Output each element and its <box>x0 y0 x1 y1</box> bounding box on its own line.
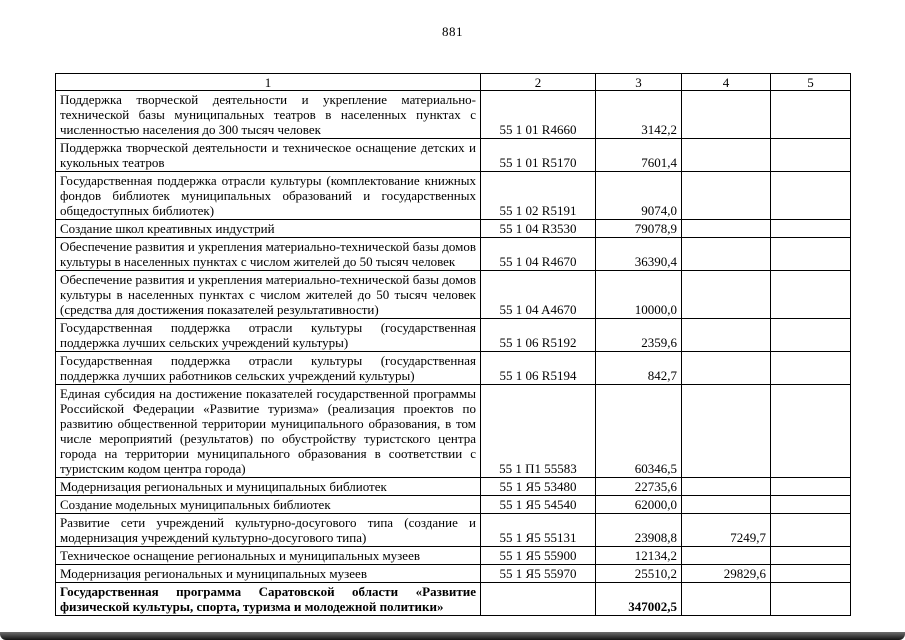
table-row <box>56 319 851 352</box>
cell-amount-4: 29829,6 <box>682 565 771 583</box>
cell-description: Поддержка творческой деятельности и укрепление материально-технической базы муниципальных театров в населенных пунктах с численностью населения до 300 тысяч человек <box>56 91 481 139</box>
cell-amount-5 <box>771 478 851 496</box>
cell-code: 55 1 01 R4660 <box>481 91 596 139</box>
cell-code: 55 1 01 R5170 <box>481 139 596 172</box>
cell-amount-4 <box>682 583 771 616</box>
cell-amount-5 <box>771 583 851 616</box>
cell-code: 55 1 П1 55583 <box>481 385 596 478</box>
cell-amount-5 <box>771 271 851 319</box>
budget-table <box>55 73 851 616</box>
cell-description: Обеспечение развития и укрепления материально-технической базы домов культуры в населенных пунктах с числом жителей до 50 тысяч человек (средства для достижения показателей результативности) <box>56 271 481 319</box>
cell-code: 55 1 04 A4670 <box>481 271 596 319</box>
cell-amount-4 <box>682 352 771 385</box>
cell-amount-5 <box>771 139 851 172</box>
cell-description: Создание школ креативных индустрий <box>56 220 481 238</box>
table-row <box>56 514 851 547</box>
cell-amount-5 <box>771 220 851 238</box>
header-cell-4: 4 <box>682 74 771 91</box>
cell-amount-4 <box>682 385 771 478</box>
cell-amount-5 <box>771 547 851 565</box>
table-row <box>56 385 851 478</box>
cell-code <box>481 583 596 616</box>
cell-amount-4: 7249,7 <box>682 514 771 547</box>
cell-amount-3: 79078,9 <box>596 220 682 238</box>
cell-amount-3: 23908,8 <box>596 514 682 547</box>
header-cell-3: 3 <box>596 74 682 91</box>
table-body <box>56 91 851 616</box>
cell-amount-3: 7601,4 <box>596 139 682 172</box>
cell-amount-5 <box>771 496 851 514</box>
cell-code: 55 1 02 R5191 <box>481 172 596 220</box>
cell-amount-4 <box>682 220 771 238</box>
cell-code: 55 1 06 R5194 <box>481 352 596 385</box>
cell-amount-5 <box>771 91 851 139</box>
cell-description: Поддержка творческой деятельности и техническое оснащение детских и кукольных театров <box>56 139 481 172</box>
cell-amount-3: 22735,6 <box>596 478 682 496</box>
table-row <box>56 496 851 514</box>
cell-amount-3: 60346,5 <box>596 385 682 478</box>
header-cell-2: 2 <box>481 74 596 91</box>
cell-amount-4 <box>682 238 771 271</box>
cell-amount-3: 25510,2 <box>596 565 682 583</box>
cell-amount-3: 9074,0 <box>596 172 682 220</box>
cell-description: Модернизация региональных и муниципальных библиотек <box>56 478 481 496</box>
cell-amount-3: 842,7 <box>596 352 682 385</box>
cell-amount-4 <box>682 496 771 514</box>
header-cell-5: 5 <box>771 74 851 91</box>
cell-description: Государственная поддержка отрасли культуры (государственная поддержка лучших сельских учреждений культуры) <box>56 319 481 352</box>
cell-code: 55 1 Я5 55970 <box>481 565 596 583</box>
cell-description: Техническое оснащение региональных и муниципальных музеев <box>56 547 481 565</box>
page-number: 881 <box>442 24 463 39</box>
table-row <box>56 139 851 172</box>
cell-description: Единая субсидия на достижение показателей государственной программы Российской Федерации «Развитие туризма» (реализация проектов по развитию общественной территории муниципального образования, в том числе мероприятий (результатов) по обустройству туристского центра города на территории муниципального образования в соответствии с туристским кодом центра города) <box>56 385 481 478</box>
cell-amount-5 <box>771 238 851 271</box>
cell-amount-5 <box>771 514 851 547</box>
cell-code: 55 1 Я5 54540 <box>481 496 596 514</box>
cell-amount-3: 36390,4 <box>596 238 682 271</box>
table-row <box>56 352 851 385</box>
cell-amount-5 <box>771 172 851 220</box>
table-row <box>56 478 851 496</box>
cell-description: Модернизация региональных и муниципальных музеев <box>56 565 481 583</box>
table-row <box>56 271 851 319</box>
cell-amount-5 <box>771 385 851 478</box>
header-cell-1: 1 <box>56 74 481 91</box>
cell-amount-3: 3142,2 <box>596 91 682 139</box>
table-row <box>56 91 851 139</box>
cell-description: Обеспечение развития и укрепления материально-технической базы домов культуры в населенных пунктах с числом жителей до 50 тысяч человек <box>56 238 481 271</box>
cell-amount-5 <box>771 565 851 583</box>
cell-description: Государственная поддержка отрасли культуры (комплектование книжных фондов библиотек муниципальных образований и государственных общедоступных библиотек) <box>56 172 481 220</box>
cell-amount-4 <box>682 319 771 352</box>
cell-code: 55 1 Я5 53480 <box>481 478 596 496</box>
table-row <box>56 565 851 583</box>
cell-amount-3: 347002,5 <box>596 583 682 616</box>
cell-description: Создание модельных муниципальных библиотек <box>56 496 481 514</box>
cell-amount-3: 2359,6 <box>596 319 682 352</box>
table-row <box>56 220 851 238</box>
cell-amount-3: 62000,0 <box>596 496 682 514</box>
cell-description: Государственная поддержка отрасли культуры (государственная поддержка лучших работников сельских учреждений культуры) <box>56 352 481 385</box>
cell-description: Развитие сети учреждений культурно-досугового типа (создание и модернизация учреждений культурно-досугового типа) <box>56 514 481 547</box>
cell-amount-4 <box>682 478 771 496</box>
cell-amount-3: 10000,0 <box>596 271 682 319</box>
cell-amount-4 <box>682 547 771 565</box>
cell-description: Государственная программа Саратовской области «Развитие физической культуры, спорта, туризма и молодежной политики» <box>56 583 481 616</box>
table-row <box>56 583 851 616</box>
cell-amount-3: 12134,2 <box>596 547 682 565</box>
cell-code: 55 1 Я5 55131 <box>481 514 596 547</box>
cell-amount-4 <box>682 271 771 319</box>
cell-amount-4 <box>682 91 771 139</box>
cell-code: 55 1 04 R3530 <box>481 220 596 238</box>
cell-code: 55 1 06 R5192 <box>481 319 596 352</box>
table-row <box>56 547 851 565</box>
table-header-row <box>56 74 851 91</box>
cell-amount-5 <box>771 319 851 352</box>
cell-amount-4 <box>682 139 771 172</box>
bottom-window-edge <box>0 632 905 640</box>
cell-code: 55 1 04 R4670 <box>481 238 596 271</box>
cell-amount-5 <box>771 352 851 385</box>
table-row <box>56 172 851 220</box>
cell-amount-4 <box>682 172 771 220</box>
table-row <box>56 238 851 271</box>
cell-code: 55 1 Я5 55900 <box>481 547 596 565</box>
